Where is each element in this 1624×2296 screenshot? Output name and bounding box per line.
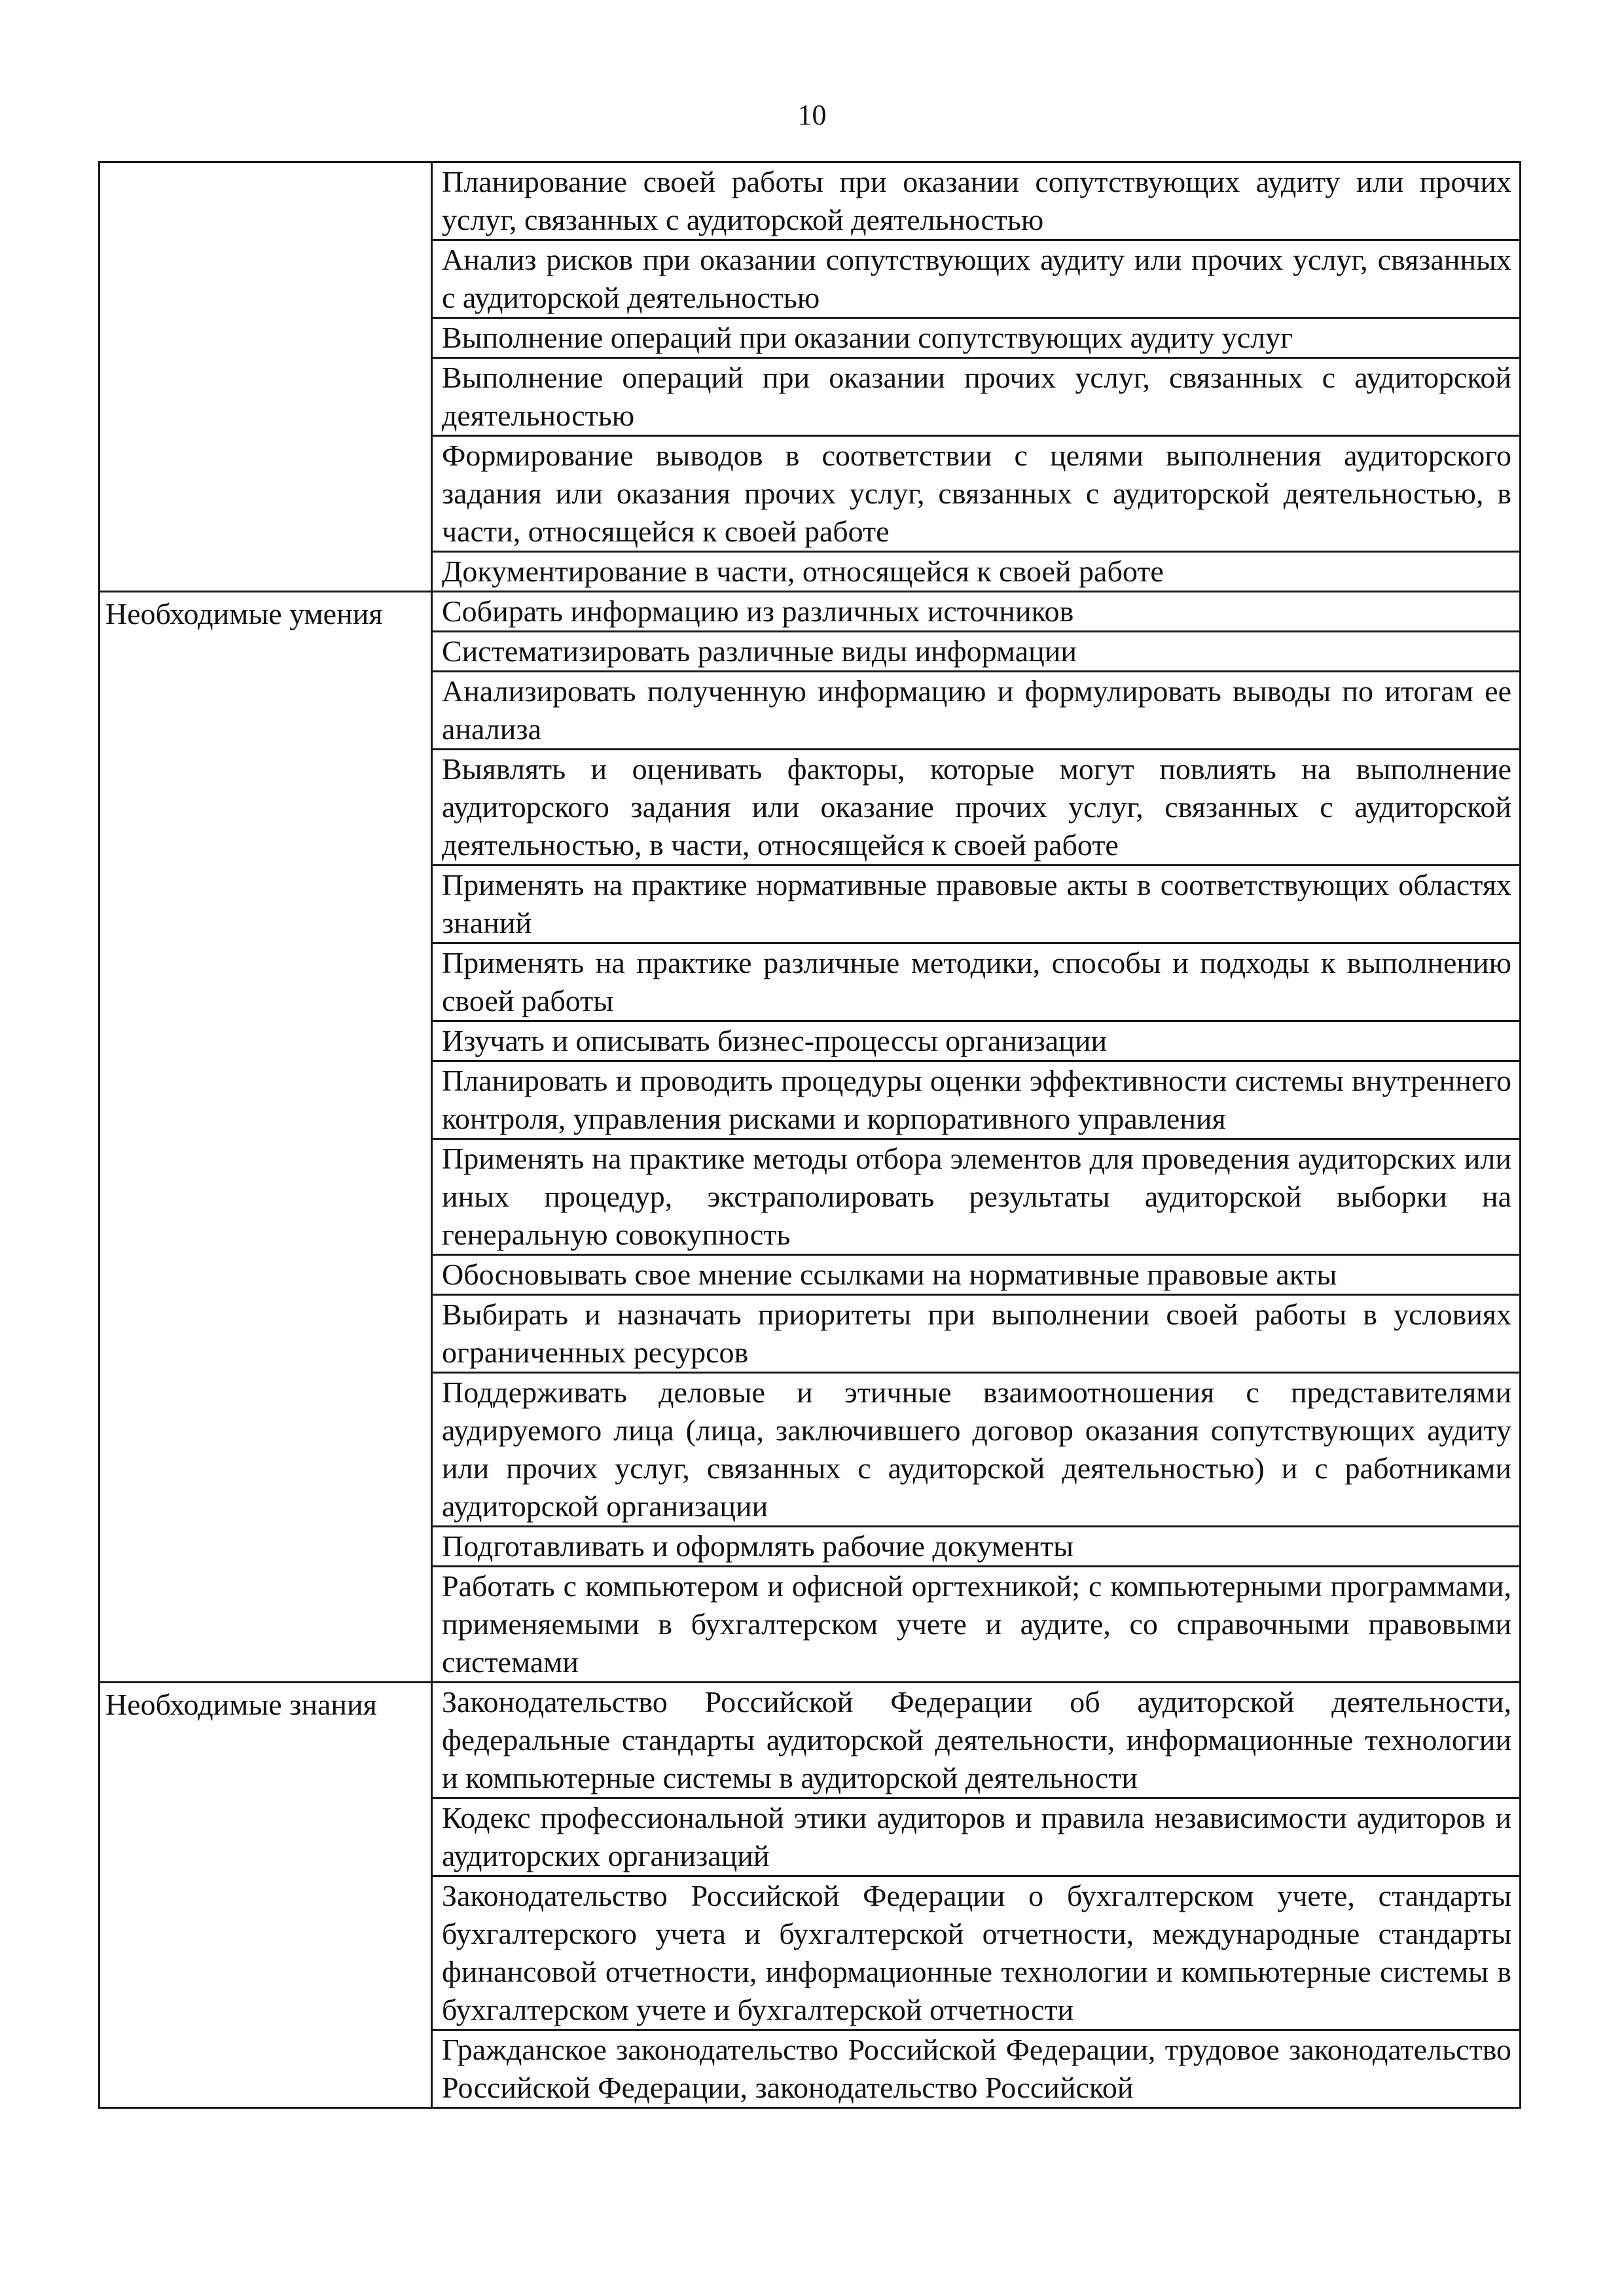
list-item: Подготавливать и оформлять рабочие документы bbox=[433, 1525, 1519, 1565]
competency-table bbox=[98, 161, 1521, 2109]
list-item: Систематизировать различные виды информации bbox=[433, 630, 1519, 670]
list-item: Применять на практике методы отбора элементов для проведения аудиторских или иных процедур, экстраполировать результаты аудиторской выборки на генеральную совокупность bbox=[433, 1138, 1519, 1254]
list-item: Документирование в части, относящейся к своей работе bbox=[433, 551, 1519, 591]
list-item: Выбирать и назначать приоритеты при выполнении своей работы в условиях ограниченных ресурсов bbox=[433, 1294, 1519, 1372]
list-item: Обосновывать свое мнение ссылками на нормативные правовые акты bbox=[433, 1254, 1519, 1294]
list-item: Кодекс профессиональной этики аудиторов и правила независимости аудиторов и аудиторских организаций bbox=[433, 1797, 1519, 1875]
list-item: Гражданское законодательство Российской Федерации, трудовое законодательство Российской Федерации, законодательство Российской bbox=[433, 2029, 1519, 2107]
list-item: Выполнение операций при оказании сопутствующих аудиту услуг bbox=[433, 317, 1519, 357]
page-number: 10 bbox=[797, 99, 827, 131]
list-item: Анализ рисков при оказании сопутствующих аудиту или прочих услуг, связанных с аудиторской деятельностью bbox=[433, 239, 1519, 317]
list-item: Планировать и проводить процедуры оценки эффективности системы внутреннего контроля, управления рисками и корпоративного управления bbox=[433, 1060, 1519, 1138]
list-item: Применять на практике различные методики, способы и подходы к выполнению своей работы bbox=[433, 942, 1519, 1020]
table-row-actions bbox=[99, 162, 1521, 592]
list-item: Выполнение операций при оказании прочих услуг, связанных с аудиторской деятельностью bbox=[433, 357, 1519, 435]
category-cell bbox=[99, 1683, 432, 2108]
list-item: Работать с компьютером и офисной оргтехникой; с компьютерными программами, применяемыми в бухгалтерском учете и аудите, со справочными правовыми системами bbox=[433, 1565, 1519, 1681]
list-item: Законодательство Российской Федерации о бухгалтерском учете, стандарты бухгалтерского учета и бухгалтерской отчетности, международные стандарты финансовой отчетности, информационные технологии и компьютерные системы в бухгалтерском учете и бухгалтерской отчетности bbox=[433, 1875, 1519, 2029]
list-item: Изучать и описывать бизнес-процессы организации bbox=[433, 1020, 1519, 1060]
list-item: Законодательство Российской Федерации об аудиторской деятельности, федеральные стандарты аудиторской деятельности, информационные технологии и компьютерные системы в аудиторской деятельности bbox=[442, 1685, 1511, 1795]
items-cell bbox=[432, 592, 1521, 1683]
list-item: Выявлять и оценивать факторы, которые могут повлиять на выполнение аудиторского задания или оказание прочих услуг, связанных с аудиторской деятельностью, в части, относящейся к своей работе bbox=[433, 748, 1519, 864]
category-label: Необходимые знания bbox=[105, 1688, 377, 1721]
category-label bbox=[100, 163, 431, 166]
list-item: Формирование выводов в соответствии с целями выполнения аудиторского задания или оказания прочих услуг, связанных с аудиторской деятельностью, в части, относящейся к своей работе bbox=[433, 435, 1519, 551]
list-item: Поддерживать деловые и этичные взаимоотношения с представителями аудируемого лица (лица, заключившего договор оказания сопутствующих аудиту или прочих услуг, связанных с аудиторской деятельностью) и с работниками аудиторской организации bbox=[433, 1372, 1519, 1525]
list-item: Анализировать полученную информацию и формулировать выводы по итогам ее анализа bbox=[433, 670, 1519, 748]
table-row-skills bbox=[99, 592, 1521, 1683]
category-label: Необходимые умения bbox=[105, 597, 383, 630]
list-item: Применять на практике нормативные правовые акты в соответствующих областях знаний bbox=[433, 864, 1519, 942]
items-cell bbox=[432, 162, 1521, 592]
table-row-knowledge bbox=[99, 1683, 1521, 2108]
category-cell bbox=[99, 162, 432, 592]
list-item: Собирать информацию из различных источников bbox=[442, 594, 1074, 628]
category-cell bbox=[99, 592, 432, 1683]
list-item: Планирование своей работы при оказании сопутствующих аудиту или прочих услуг, связанных с аудиторской деятельностью bbox=[442, 165, 1511, 236]
items-cell bbox=[432, 1683, 1521, 2108]
